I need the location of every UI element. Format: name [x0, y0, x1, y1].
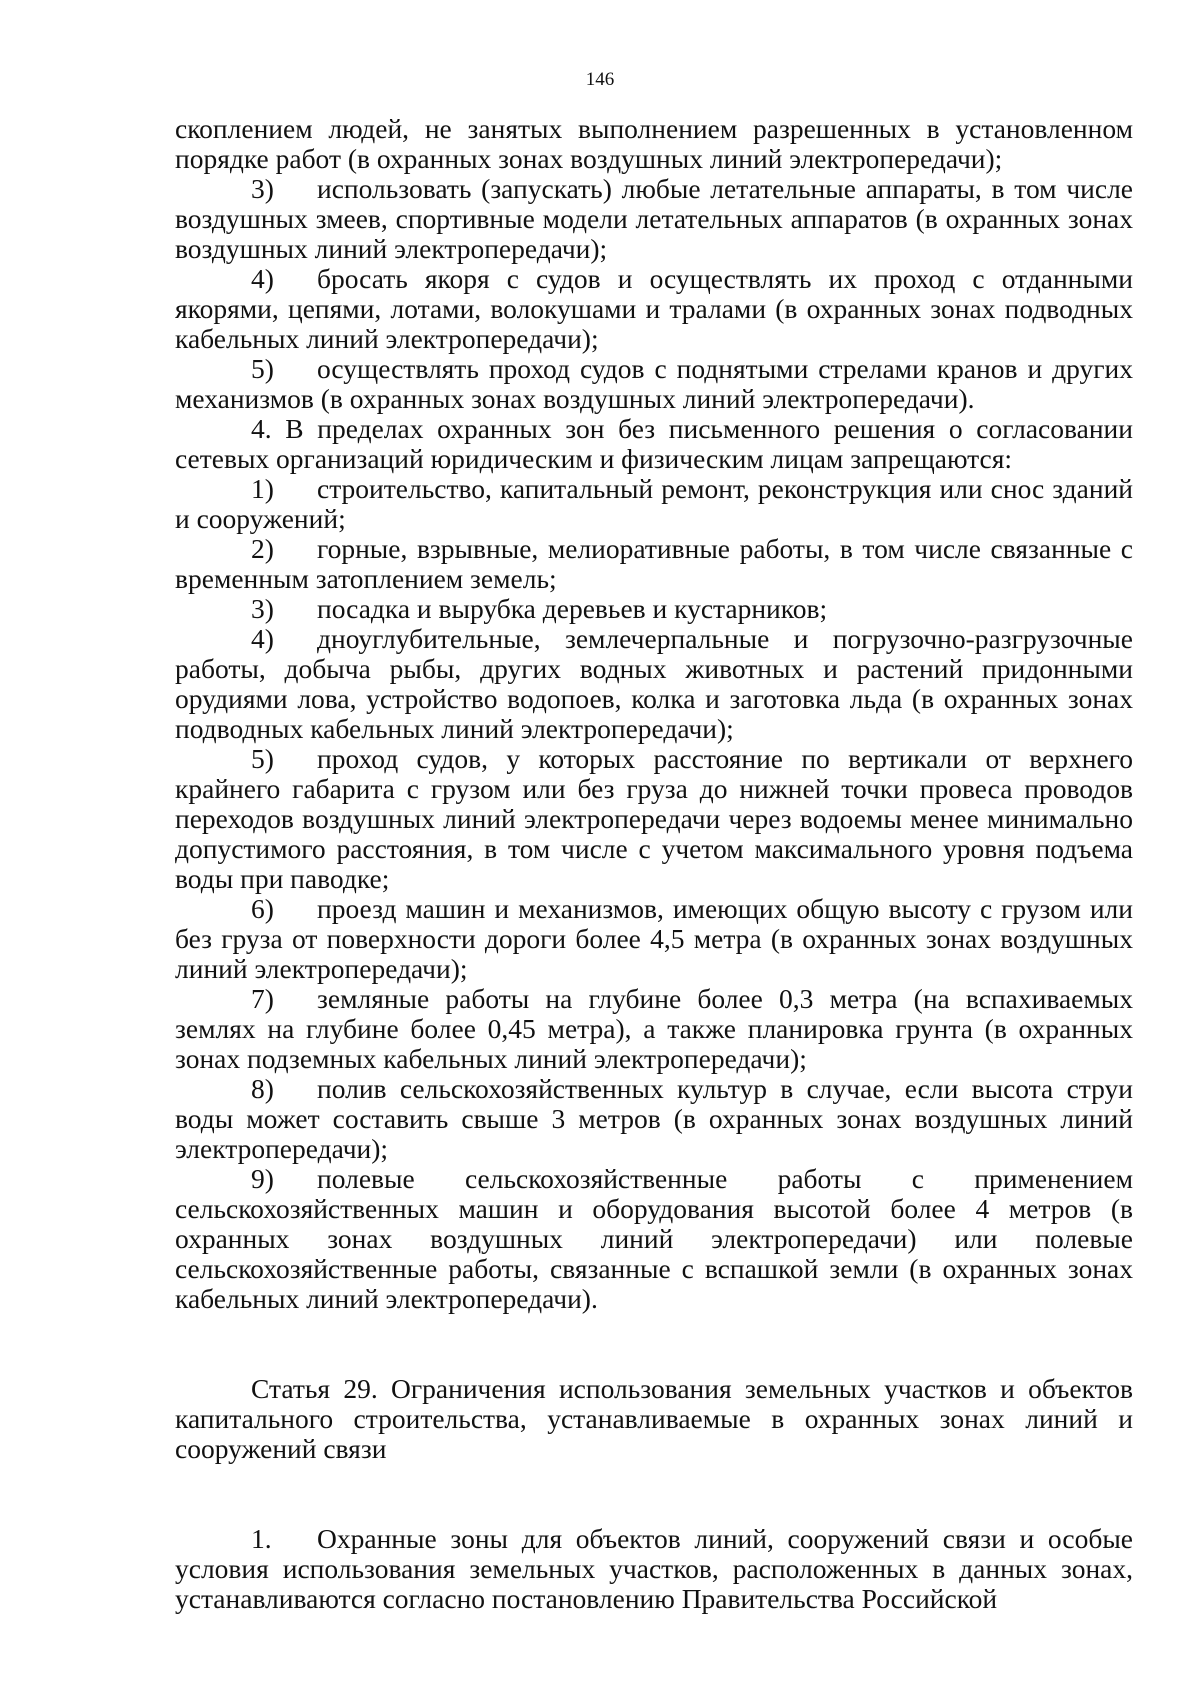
list-item-number: 5) [251, 743, 274, 774]
list-item-number: 3) [251, 173, 274, 204]
restrictions-list [175, 114, 1133, 1314]
list-item-number: 7) [251, 983, 274, 1014]
list-item-text: использовать (запускать) любые летательные аппараты, в том числе воздушных змеев, спортивные модели летательных аппаратов (в охранных зонах воздушных линий электропередачи); [175, 173, 1133, 264]
list-item-number: 8) [251, 1073, 274, 1104]
paragraph: 4. В пределах охранных зон без письменного решения о согласовании сетевых организаций юридическим и физическим лицам запрещаются: [175, 413, 1133, 474]
list-item-text: полевые сельскохозяйственные работы с применением сельскохозяйственных машин и оборудования высотой более 4 метров (в охранных зонах воздушных линий электропередачи) или полевые сельскохозяйственные работы, связанные с вспашкой земли (в охранных зонах кабельных линий электропередачи). [175, 1163, 1133, 1314]
list-item [175, 474, 1133, 534]
list-item-number: 9) [251, 1163, 274, 1194]
section-spacer [175, 1314, 1133, 1374]
list-item-text: земляные работы на глубине более 0,3 метра (на вспахиваемых землях на глубине более 0,45 метра), а также планировка грунта (в охранных зонах подземных кабельных линий электропередачи); [175, 983, 1133, 1074]
list-item-text: горные, взрывные, мелиоративные работы, в том числе связанные с временным затоплением земель; [175, 533, 1133, 594]
list-item [175, 984, 1133, 1074]
document-body [175, 114, 1133, 1614]
list-item-text: посадка и вырубка деревьев и кустарников; [317, 593, 828, 624]
list-item-number: 4) [251, 623, 274, 654]
list-item-text: проезд машин и механизмов, имеющих общую высоту с грузом или без груза от поверхности дороги более 4,5 метра (в охранных зонах воздушных линий электропередачи); [175, 893, 1133, 984]
list-item-number: 4) [251, 263, 274, 294]
article-29-list [175, 1524, 1133, 1614]
list-item [175, 1524, 1133, 1614]
list-item-number: 1. [251, 1523, 272, 1554]
list-item-text: дноуглубительные, землечерпальные и погрузочно-разгрузочные работы, добыча рыбы, других водных животных и растений придонными орудиями лова, устройство водопоев, колка и заготовка льда (в охранных зонах подводных кабельных линий электропередачи); [175, 623, 1133, 744]
list-item [175, 534, 1133, 594]
list-item-number: 6) [251, 893, 274, 924]
list-item [175, 264, 1133, 354]
list-item [175, 1074, 1133, 1164]
list-item-text: полив сельскохозяйственных культур в случае, если высота струи воды может составить свыше 3 метров (в охранных зонах воздушных линий электропередачи); [175, 1073, 1133, 1164]
list-item-text: Охранные зоны для объектов линий, сооружений связи и особые условия использования земельных участков, расположенных в данных зонах, устанавливаются согласно постановлению Правительства Российской [175, 1523, 1133, 1614]
list-item-text: проход судов, у которых расстояние по вертикали от верхнего крайнего габарита с грузом или без груза до нижней точки провеса проводов переходов воздушных линий электропередачи через водоемы менее минимально допустимого расстояния, в том числе с учетом максимального уровня подъема воды при паводке; [175, 743, 1133, 894]
list-item-number: 2) [251, 533, 274, 564]
article-heading: Статья 29. Ограничения использования земельных участков и объектов капитального строительства, устанавливаемые в охранных зонах линий и сооружений связи [175, 1373, 1133, 1464]
paragraph-continuation: скоплением людей, не занятых выполнением разрешенных в установленном порядке работ (в охранных зонах воздушных линий электропередачи); [175, 113, 1133, 174]
section-spacer [175, 1464, 1133, 1524]
list-item-number: 1) [251, 473, 274, 504]
list-item [175, 624, 1133, 744]
list-item-text: осуществлять проход судов с поднятыми стрелами кранов и других механизмов (в охранных зонах воздушных линий электропередачи). [175, 353, 1133, 414]
page-number: 146 [585, 69, 615, 90]
list-item [175, 354, 1133, 414]
list-item-number: 3) [251, 593, 274, 624]
list-item [175, 1164, 1133, 1314]
list-item [175, 744, 1133, 894]
list-item-text: строительство, капитальный ремонт, реконструкция или снос зданий и сооружений; [175, 473, 1133, 534]
list-item-number: 5) [251, 353, 274, 384]
list-item [175, 594, 1133, 624]
list-item-text: бросать якоря с судов и осуществлять их проход с отданными якорями, цепями, лотами, волокушами и тралами (в охранных зонах подводных кабельных линий электропередачи); [175, 263, 1133, 354]
list-item [175, 894, 1133, 984]
list-item [175, 174, 1133, 264]
